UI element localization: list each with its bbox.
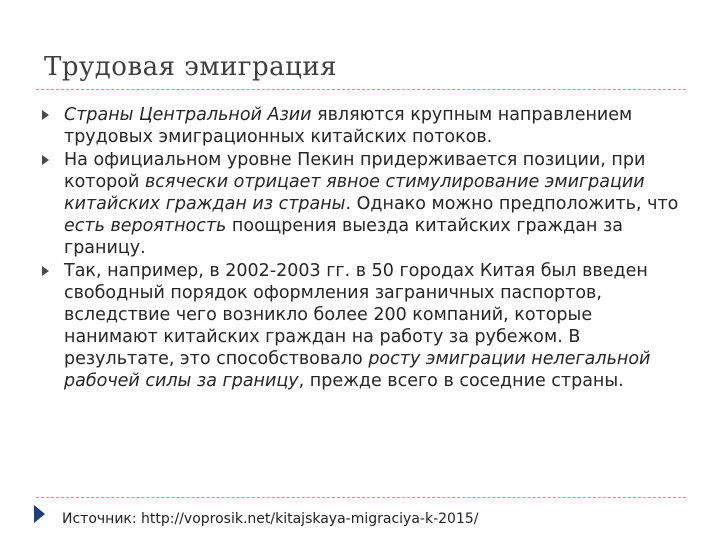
- triangle-bullet-icon: [42, 155, 49, 165]
- bullet-item: [40, 104, 690, 148]
- slide-title: Трудовая эмиграция: [44, 52, 338, 82]
- title-divider: [36, 89, 686, 90]
- bullet-item: [40, 260, 690, 392]
- bullet-text: На официальном уровне Пекин придерживается позиции, при которой: [64, 150, 646, 192]
- triangle-marker-icon: [34, 505, 45, 523]
- bullet-text-italic: всячески отрицает явное стимулирование эмиграции китайских граждан из страны: [64, 172, 645, 214]
- source-citation: Источник: http://voprosik.net/kitajskaya-migraciya-k-2015/: [62, 511, 479, 527]
- bullet-text: являются крупным направлением трудовых эмиграционных китайских потоков.: [64, 105, 633, 147]
- bullet-text: . Однако можно предположить, что: [345, 194, 679, 214]
- bullet-item: [40, 149, 690, 259]
- bullet-text: , прежде всего в соседние страны.: [298, 371, 624, 391]
- bullet-text: поощрения выезда китайских граждан за границу.: [64, 216, 623, 258]
- triangle-bullet-icon: [42, 110, 49, 120]
- bullet-text-italic: есть вероятность: [64, 216, 227, 236]
- footer-divider: [36, 497, 686, 498]
- bullet-list: [40, 104, 690, 393]
- bullet-text-italic: Страны Центральной Азии: [64, 105, 312, 125]
- bullet-text: Так, например, в 2002-2003 гг. в 50 городах Китая был введен свободный порядок оформления заграничных паспортов, вследствие чего возникло более 200 компаний, которые нанимают китайских граждан на работу за рубежом. В результате, это способствовало: [64, 261, 648, 369]
- triangle-bullet-icon: [42, 266, 49, 276]
- bullet-text-italic: росту эмиграции нелегальной рабочей силы за границу: [64, 349, 651, 391]
